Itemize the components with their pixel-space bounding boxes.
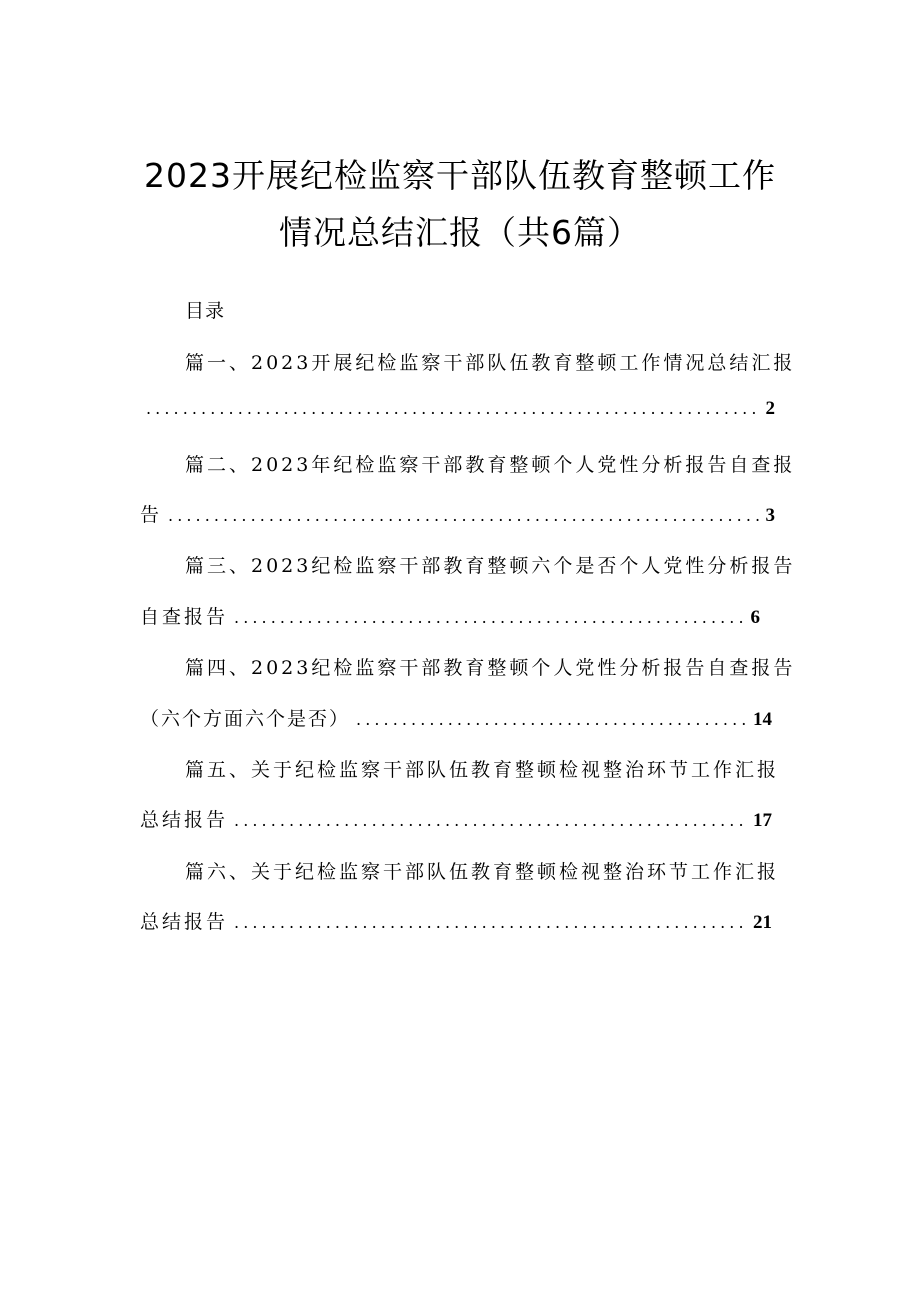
dot-leader (234, 608, 746, 627)
dot-leader (356, 710, 749, 729)
dot-leader (146, 399, 762, 418)
toc-entry-6-continuation: 总结报告 (140, 911, 229, 933)
toc-entry-3-page-number: 6 (750, 607, 760, 628)
toc-entry-1-page-number: 2 (765, 398, 775, 419)
toc-entry-4-title[interactable]: 篇四、2023纪检监察干部教育整顿个人党性分析报告自查报告 (185, 657, 796, 679)
toc-entry-5-leader-row[interactable] (140, 805, 772, 832)
toc-entry-1-title[interactable]: 篇一、2023开展纪检监察干部队伍教育整顿工作情况总结汇报 (185, 352, 796, 374)
toc-entry-3-title[interactable]: 篇三、2023纪检监察干部教育整顿六个是否个人党性分析报告 (185, 555, 796, 577)
toc-entry-5-title[interactable]: 篇五、关于纪检监察干部队伍教育整顿检视整治环节工作汇报 (185, 759, 780, 781)
dot-leader (234, 913, 749, 932)
toc-entry-3-continuation: 自查报告 (140, 606, 229, 628)
toc-entry-2-continuation: 告 (140, 504, 163, 526)
document-title-line-1: 2023开展纪检监察干部队伍教育整顿工作 (144, 156, 776, 195)
toc-entry-4-leader-row[interactable] (140, 704, 772, 731)
toc-entry-2-page-number: 3 (765, 505, 775, 526)
toc-entry-4-continuation: （六个方面六个是否） (140, 708, 351, 730)
toc-entry-3-leader-row[interactable] (140, 602, 760, 629)
toc-entry-5-page-number: 17 (753, 810, 772, 831)
dot-leader (234, 811, 749, 830)
toc-entry-2-title[interactable]: 篇二、2023年纪检监察干部教育整顿个人党性分析报告自查报 (185, 454, 796, 476)
toc-entry-6-leader-row[interactable] (140, 907, 772, 934)
toc-entry-1-leader-row[interactable] (140, 398, 775, 420)
toc-entry-6-title[interactable]: 篇六、关于纪检监察干部队伍教育整顿检视整治环节工作汇报 (185, 861, 780, 883)
toc-entry-5-continuation: 总结报告 (140, 809, 229, 831)
toc-heading: 目录 (185, 300, 226, 322)
document-title-line-2: 情况总结汇报（共6篇） (279, 213, 641, 252)
toc-entry-2-leader-row[interactable] (140, 500, 775, 527)
toc-entry-6-page-number: 21 (753, 912, 772, 933)
dot-leader (168, 506, 761, 525)
toc-entry-4-page-number: 14 (753, 709, 772, 730)
